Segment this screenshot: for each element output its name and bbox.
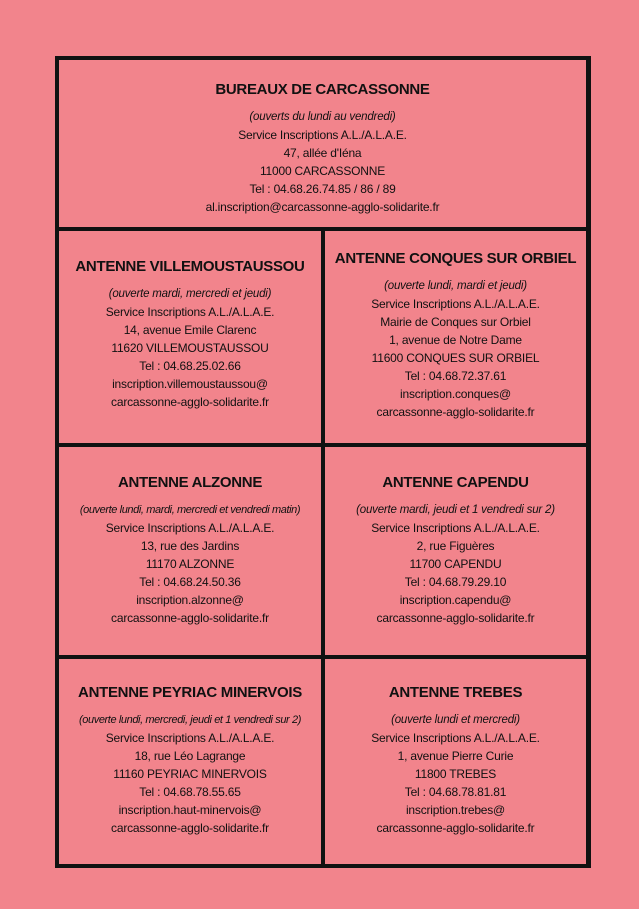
office-villemoustaussou xyxy=(59,231,321,443)
office-address: 13, rue des Jardins xyxy=(140,539,240,553)
office-title: ANTENNE CONQUES SUR ORBIEL xyxy=(334,250,577,267)
office-title: ANTENNE ALZONNE xyxy=(117,474,263,491)
office-hours: (ouverts du lundi au vendredi) xyxy=(249,111,396,123)
office-address: 1, avenue Pierre Curie xyxy=(397,749,514,763)
office-email-line2: carcassonne-agglo-solidarite.fr xyxy=(111,395,269,409)
office-trebes xyxy=(325,659,586,864)
office-title: ANTENNE VILLEMOUSTAUSSOU xyxy=(75,258,305,275)
office-capendu xyxy=(325,447,586,655)
office-hours: (ouverte lundi, mardi, mercredi et vendredi matin) xyxy=(79,504,301,516)
office-address: 2, rue Figuères xyxy=(416,539,495,553)
office-phone: Tel : 04.68.72.37.61 xyxy=(404,369,507,383)
office-service: Service Inscriptions A.L./A.L.A.E. xyxy=(105,731,275,745)
office-city: 11170 ALZONNE xyxy=(145,557,235,571)
offices-grid xyxy=(55,56,591,868)
office-service: Service Inscriptions A.L./A.L.A.E. xyxy=(105,521,275,535)
office-title: ANTENNE CAPENDU xyxy=(382,474,529,491)
office-email-line2: carcassonne-agglo-solidarite.fr xyxy=(376,405,535,419)
office-email-line2: carcassonne-agglo-solidarite.fr xyxy=(111,821,269,835)
office-city: 11800 TREBES xyxy=(414,767,497,781)
office-email-line1: inscription.conques@ xyxy=(400,387,511,401)
office-phone: Tel : 04.68.26.74.85 / 86 / 89 xyxy=(249,182,396,196)
office-city: 11160 PEYRIAC MINERVOIS xyxy=(113,767,267,781)
office-service: Service Inscriptions A.L./A.L.A.E. xyxy=(371,731,540,745)
office-hours: (ouverte lundi, mardi et jeudi) xyxy=(384,280,527,292)
office-address: 14, avenue Emile Clarenc xyxy=(123,323,257,337)
office-title: BUREAUX DE CARCASSONNE xyxy=(215,81,430,98)
office-hours: (ouverte lundi et mercredi) xyxy=(391,714,520,726)
office-city: 11620 VILLEMOUSTAUSSOU xyxy=(111,341,269,355)
office-hours: (ouverte mardi, mercredi et jeudi) xyxy=(108,288,272,300)
office-title: ANTENNE TREBES xyxy=(388,684,523,701)
office-service: Service Inscriptions A.L./A.L.A.E. xyxy=(238,128,407,142)
office-title: ANTENNE PEYRIAC MINERVOIS xyxy=(78,684,302,701)
office-email: al.inscription@carcassonne-agglo-solidarite.fr xyxy=(205,200,440,214)
office-address-line1: Mairie de Conques sur Orbiel xyxy=(380,315,531,329)
office-service: Service Inscriptions A.L./A.L.A.E. xyxy=(371,297,540,311)
office-service: Service Inscriptions A.L./A.L.A.E. xyxy=(105,305,275,319)
office-email-line1: inscription.capendu@ xyxy=(399,593,512,607)
office-carcassonne xyxy=(59,60,586,227)
office-email-line1: inscription.villemoustaussou@ xyxy=(112,377,268,391)
office-city: 11700 CAPENDU xyxy=(409,557,502,571)
office-phone: Tel : 04.68.78.81.81 xyxy=(404,785,507,799)
office-email-line1: inscription.trebes@ xyxy=(405,803,506,817)
office-phone: Tel : 04.68.24.50.36 xyxy=(139,575,241,589)
office-service: Service Inscriptions A.L./A.L.A.E. xyxy=(371,521,540,535)
office-address: 47, allée d'Iéna xyxy=(283,146,362,160)
office-hours: (ouverte lundi, mercredi, jeudi et 1 vendredi sur 2) xyxy=(79,714,301,726)
office-hours: (ouverte mardi, jeudi et 1 vendredi sur 2) xyxy=(356,504,555,516)
office-email-line1: inscription.alzonne@ xyxy=(136,593,244,607)
office-phone: Tel : 04.68.78.55.65 xyxy=(139,785,241,799)
office-alzonne xyxy=(59,447,321,655)
office-email-line1: inscription.haut-minervois@ xyxy=(118,803,262,817)
office-conques xyxy=(325,231,586,443)
office-address: 18, rue Léo Lagrange xyxy=(134,749,246,763)
office-city: 11000 CARCASSONNE xyxy=(259,164,386,178)
office-city: 11600 CONQUES SUR ORBIEL xyxy=(371,351,540,365)
office-address-line2: 1, avenue de Notre Dame xyxy=(389,333,522,347)
office-email-line2: carcassonne-agglo-solidarite.fr xyxy=(376,611,535,625)
office-phone: Tel : 04.68.79.29.10 xyxy=(404,575,507,589)
office-peyriac xyxy=(59,659,321,864)
office-email-line2: carcassonne-agglo-solidarite.fr xyxy=(376,821,535,835)
office-email-line2: carcassonne-agglo-solidarite.fr xyxy=(111,611,269,625)
office-phone: Tel : 04.68.25.02.66 xyxy=(139,359,241,373)
